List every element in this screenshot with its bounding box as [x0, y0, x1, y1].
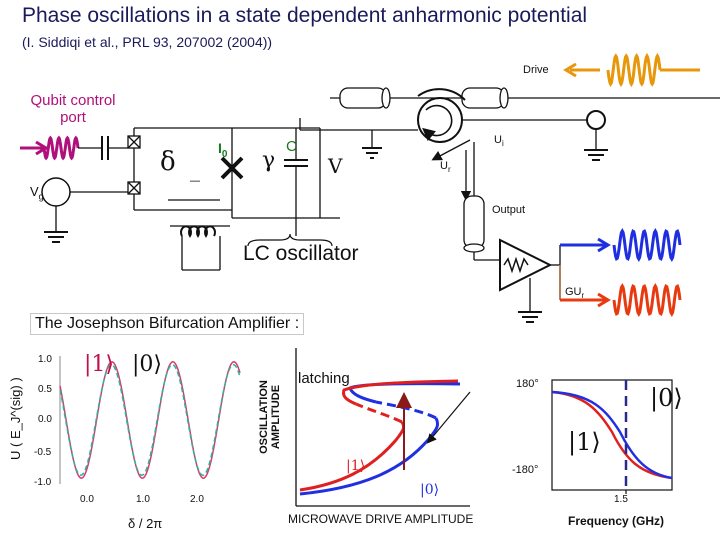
potential-xtick-1: 1.0	[136, 494, 150, 505]
v-label: V	[328, 154, 343, 178]
drive-wave-icon	[608, 56, 660, 84]
cooper-pair-box	[128, 128, 232, 210]
output-transmission-line	[464, 142, 500, 260]
bif-ket-0: |0⟩	[420, 482, 440, 498]
page-title: Phase oscillations in a state dependent anharmonic potential	[22, 4, 588, 27]
coupling-capacitor-icon	[102, 136, 108, 160]
page-subtitle: (I. Siddiqi et al., PRL 93, 207002 (2004))	[22, 34, 273, 50]
vg-source-icon	[42, 178, 128, 242]
delta-symbol: δ	[160, 147, 176, 177]
gamma-symbol: γ	[262, 148, 276, 173]
potential-ytick-3: -0.5	[34, 447, 52, 458]
potential-ylabel: U ( E_J^(sig) )	[8, 377, 23, 460]
state1-wave-icon	[614, 231, 680, 259]
qubit-control-port	[20, 138, 78, 158]
latching-label: latching	[298, 370, 350, 387]
bif-ket-1: |1⟩	[346, 458, 366, 474]
potential-xtick-2: 2.0	[190, 494, 204, 505]
i0-label: $I_0$	[218, 140, 228, 160]
bif-red-lower	[300, 422, 404, 490]
potential-xlabel: δ / 2π	[128, 516, 163, 531]
phase-ytick-top: 180°	[516, 378, 539, 390]
delta-bar: _	[190, 158, 200, 182]
qubit-wave-icon	[44, 138, 78, 158]
phase-ytick-bottom: -180°	[512, 464, 539, 476]
ui-label: $U_i$	[494, 134, 504, 149]
amplifier-icon	[500, 240, 560, 322]
ground-icon	[362, 148, 382, 158]
potential-ytick-1: 0.5	[38, 384, 52, 395]
potential-ket-0: |0⟩	[132, 352, 162, 377]
section-heading: The Josephson Bifurcation Amplifier :	[30, 313, 304, 335]
phase-xlabel: Frequency (GHz)	[568, 514, 665, 528]
drive-load	[462, 111, 608, 160]
gur-label: $GU_r$	[565, 286, 585, 301]
drive-transmission-line	[330, 88, 720, 108]
phase-ket-1: |1⟩	[568, 428, 601, 456]
qubit-port-label: Qubit control port	[30, 92, 116, 126]
circulator-icon	[418, 89, 465, 142]
bif-ylabel: OSCILLATION AMPLITUDE	[258, 380, 282, 454]
phase-xtick: 1.5	[614, 494, 628, 505]
inductor-icon	[170, 226, 230, 270]
ur-label: $U_r$	[440, 160, 451, 175]
phase-ket-0: |0⟩	[650, 384, 683, 412]
potential-xtick-0: 0.0	[80, 494, 94, 505]
c-label: C	[286, 138, 297, 155]
potential-ket-1: |1⟩	[84, 352, 114, 377]
potential-ytick-2: 0.0	[38, 414, 52, 425]
josephson-junction-icon	[222, 128, 343, 218]
output-label: Output	[492, 204, 526, 216]
potential-ytick-4: -1.0	[34, 477, 52, 488]
drive-source	[566, 56, 700, 84]
state0-wave-icon	[614, 286, 680, 314]
vg-label: $V_g$	[30, 184, 44, 202]
bif-blue-lower	[300, 418, 438, 494]
bif-pointer	[430, 392, 470, 440]
potential-series-red	[60, 362, 240, 478]
potential-ytick-0: 1.0	[38, 354, 52, 365]
lc-oscillator-label: LC oscillator	[243, 242, 359, 265]
bif-xlabel: MICROWAVE DRIVE AMPLITUDE	[288, 512, 474, 526]
drive-label: Drive	[523, 64, 549, 76]
